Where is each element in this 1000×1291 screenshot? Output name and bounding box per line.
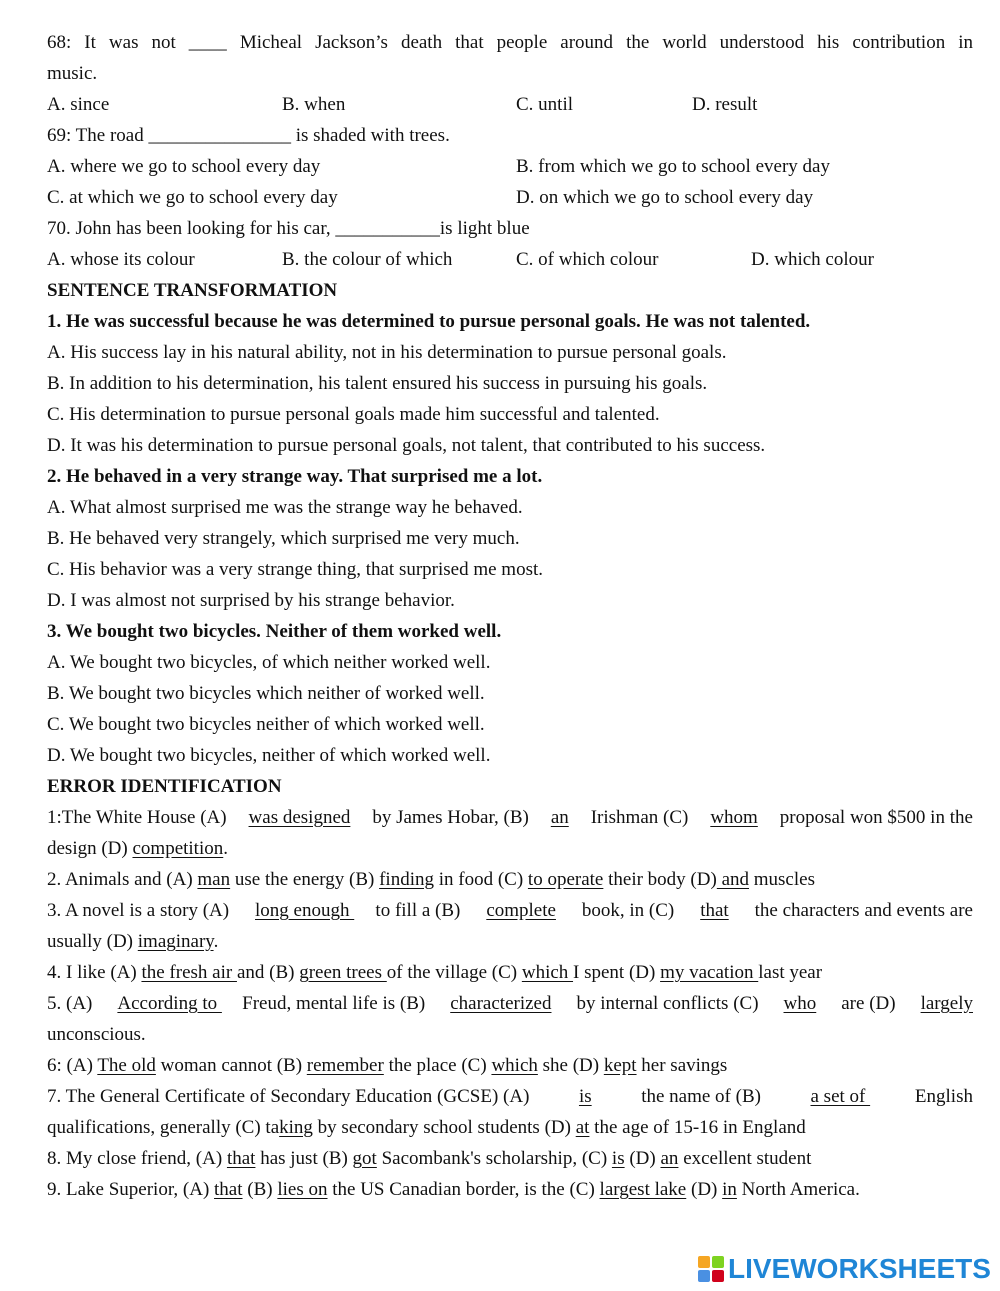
ei-item-5-line2: unconscious. [47, 1024, 146, 1045]
st-question-2: 2. He behaved in a very strange way. That surprised me a lot. [47, 466, 543, 487]
ei-item-8: 8. My close friend, (A) that has just (B) got Sacombank's scholarship, (C) is (D) an excellent student [47, 1148, 812, 1169]
st-question-3: 3. We bought two bicycles. Neither of them worked well. [47, 621, 502, 642]
st-q1-option-c: C. His determination to pursue personal goals made him successful and talented. [47, 404, 660, 425]
st-q2-option-c: C. His behavior was a very strange thing, that surprised me most. [47, 559, 544, 580]
q70-options [47, 244, 973, 275]
q69-stem: 69: The road _______________ is shaded with trees. [47, 125, 450, 146]
q68-stem-line1: 68: It was not ____ Micheal Jackson’s death that people around the world understood his contribution in [47, 32, 973, 53]
logo-tile-4 [712, 1270, 724, 1282]
liveworksheets-logo-text: LIVEWORKSHEETS [728, 1253, 991, 1284]
st-q3-option-b: B. We bought two bicycles which neither of worked well. [47, 683, 485, 704]
st-q2-option-a: A. What almost surprised me was the strange way he behaved. [47, 497, 523, 518]
logo-tile-3 [698, 1270, 710, 1282]
q68-option-c: C. until [516, 94, 574, 115]
st-q3-option-a: A. We bought two bicycles, of which neither worked well. [47, 652, 491, 673]
q70-option-a: A. whose its colour [47, 249, 195, 270]
worksheet-page [47, 27, 973, 1205]
logo-tile-1 [698, 1256, 710, 1268]
ei-item-5-line1: 5. (A) According to Freud, mental life is (B) characterized by internal conflicts (C) who are (D) largely [47, 993, 973, 1014]
q69-option-b: B. from which we go to school every day [516, 156, 830, 177]
liveworksheets-logo-icon [698, 1256, 724, 1282]
ei-item-9: 9. Lake Superior, (A) that (B) lies on the US Canadian border, is the (C) largest lake (D) in North America. [47, 1179, 860, 1200]
st-q3-option-c: C. We bought two bicycles neither of which worked well. [47, 714, 485, 735]
ei-item-3-line1: 3. A novel is a story (A) long enough to fill a (B) complete book, in (C) that the characters and events are [47, 900, 973, 921]
q69-options-row2 [47, 182, 973, 213]
q70-option-c: C. of which colour [516, 249, 659, 270]
ei-item-6: 6: (A) The old woman cannot (B) remember the place (C) which she (D) kept her savings [47, 1055, 728, 1076]
q69-option-d: D. on which we go to school every day [516, 187, 814, 208]
q68-option-b: B. when [282, 94, 346, 115]
section-title-sentence-transformation: SENTENCE TRANSFORMATION [47, 280, 338, 301]
ei-item-1-line1: 1:The White House (A) was designed by James Hobar, (B) an Irishman (C) whom proposal won $500 in the [47, 807, 973, 828]
section-title-error-identification: ERROR IDENTIFICATION [47, 776, 282, 797]
q70-option-d: D. which colour [751, 249, 874, 270]
ei-item-7-line1: 7. The General Certificate of Secondary Education (GCSE) (A) is the name of (B) a set of English [47, 1086, 973, 1107]
st-q1-option-a: A. His success lay in his natural ability, not in his determination to pursue personal goals. [47, 342, 727, 363]
st-q2-option-b: B. He behaved very strangely, which surprised me very much. [47, 528, 520, 549]
q69-option-c: C. at which we go to school every day [47, 187, 338, 208]
st-question-1: 1. He was successful because he was determined to pursue personal goals. He was not talented. [47, 311, 811, 332]
liveworksheets-logo [698, 1252, 991, 1286]
q70-stem: 70. John has been looking for his car, ___________is light blue [47, 218, 530, 239]
logo-tile-2 [712, 1256, 724, 1268]
q68-option-d: D. result [692, 94, 758, 115]
q68-stem-line2: music. [47, 63, 98, 84]
q68-options [47, 89, 973, 120]
ei-item-3-line2: usually (D) imaginary. [47, 931, 219, 952]
ei-item-1-line2: design (D) competition. [47, 838, 228, 859]
q68-option-a: A. since [47, 94, 110, 115]
ei-item-7-line2: qualifications, generally (C) taking by secondary school students (D) at the age of 15-16 in England [47, 1117, 806, 1138]
st-q1-option-d: D. It was his determination to pursue personal goals, not talent, that contributed to his success. [47, 435, 766, 456]
q69-option-a: A. where we go to school every day [47, 156, 321, 177]
q69-options-row1 [47, 151, 973, 182]
st-q3-option-d: D. We bought two bicycles, neither of which worked well. [47, 745, 491, 766]
st-q2-option-d: D. I was almost not surprised by his strange behavior. [47, 590, 455, 611]
st-q1-option-b: B. In addition to his determination, his talent ensured his success in pursuing his goals. [47, 373, 708, 394]
q70-option-b: B. the colour of which [282, 249, 453, 270]
ei-item-2: 2. Animals and (A) man use the energy (B) finding in food (C) to operate their body (D) and muscles [47, 869, 815, 890]
ei-item-4: 4. I like (A) the fresh air and (B) green trees of the village (C) which I spent (D) my vacation last year [47, 962, 823, 983]
